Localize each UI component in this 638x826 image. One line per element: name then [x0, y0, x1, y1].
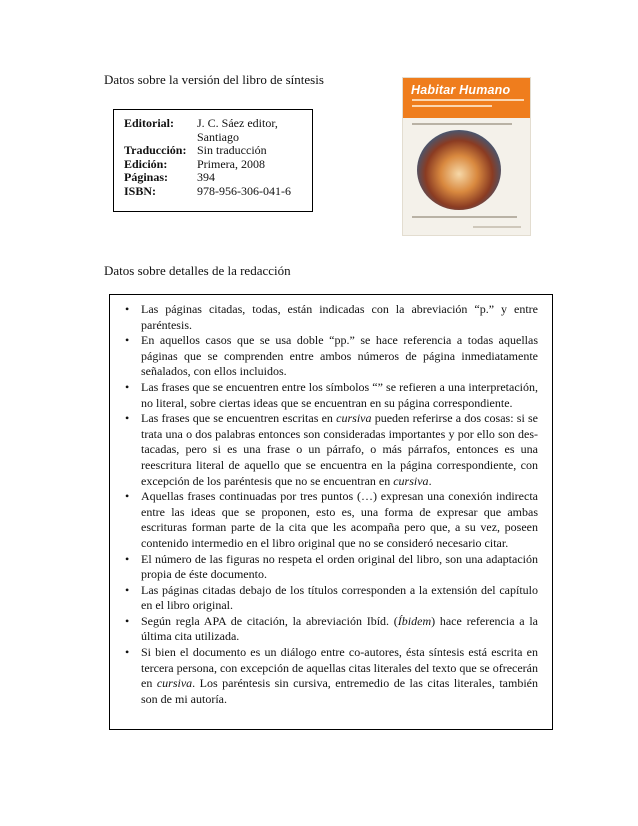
list-item — [125, 302, 538, 333]
book-info-box — [113, 109, 313, 212]
rule-text-part: Según regla APA de citación, la abreviación Ibíd. ( — [141, 613, 398, 628]
rule-text-part: . Los paréntesis sin cursiva, entremedio de las citas literales, también son de mi autoría. — [141, 676, 538, 706]
rule-text-part: Las frases que se encuentren escritas en — [141, 411, 337, 426]
cover-authors-line — [412, 123, 512, 125]
info-value: Primera, 2008 — [197, 156, 265, 171]
list-item — [125, 489, 538, 551]
info-value: J. C. Sáez editor, Santiago — [197, 116, 278, 144]
list-item — [125, 552, 538, 583]
info-row-isbn — [124, 185, 312, 199]
rules-list — [125, 302, 538, 707]
rule-text: Aquellas frases continuadas por tres puntos (…) expresan una conexión indirecta entre las ideas que se proponen, esto es, una forma de expresar que ambas escrituras forman parte de la cita que les acompaña pero que, a su vez, poseen contenido intermedio en el libro original que no se consideró necesario citar. — [141, 489, 538, 550]
italic-word: cursiva — [336, 411, 372, 426]
book-cover-image — [403, 78, 530, 235]
cover-authors-line — [412, 216, 517, 218]
cover-subtitle-line — [412, 105, 492, 107]
info-row-traduccion — [124, 144, 312, 158]
italic-word: cursiva — [156, 676, 193, 691]
bullet: • — [125, 551, 130, 566]
rule-text: El número de las figuras no respeta el orden original del libro, son una adaptación propia de éste documento. — [141, 551, 538, 582]
info-row-edicion — [124, 158, 312, 172]
rule-text — [141, 411, 538, 487]
info-label: Editorial: — [124, 116, 174, 130]
info-label: ISBN: — [124, 183, 157, 198]
rule-text — [141, 614, 538, 644]
bullet: • — [125, 333, 130, 348]
info-value: Sin traducción — [197, 143, 267, 157]
bullet: • — [125, 489, 130, 504]
info-label: Traducción: — [124, 143, 187, 157]
bullet: • — [125, 379, 130, 394]
rule-text: Las páginas citadas, todas, están indicadas con la abreviación “p.” y entre paréntesis. — [141, 302, 538, 332]
cover-publisher-line — [473, 226, 521, 228]
list-item — [125, 614, 538, 645]
bullet: • — [125, 582, 130, 597]
rule-text-part: . — [428, 473, 432, 488]
cover-artwork — [417, 130, 501, 210]
rule-text-part: pueden referirse a dos cosas: si se trata una o dos palabras entonces son consideradas importantes y por ello son des-tacadas, pero si es una frase o un párrafo, o más párrafos, entonces es una reescritura literal de aquello que se encuentra en la página correspondiente, con excepción de los paréntesis que no se encuentran en — [141, 411, 538, 488]
bullet: • — [125, 302, 130, 316]
rule-text: En aquellos casos que se usa doble “pp.” se hace referencia a todas aquellas páginas que se comprenden entre ambos números de página inmediatamente señalados, con ellos incluidos. — [141, 333, 538, 379]
list-item — [125, 380, 538, 411]
info-value: 978-956-306-041-6 — [197, 183, 291, 198]
info-label: Páginas: — [124, 170, 169, 184]
list-item — [125, 583, 538, 614]
writing-rules-box — [109, 294, 553, 730]
info-label: Edición: — [124, 156, 168, 171]
rule-text: Las páginas citadas debajo de los títulos corresponden a la extensión del capítulo en el libro original. — [141, 582, 538, 613]
rule-text-part: Si bien el documento es un diálogo entre co-autores, ésta síntesis está escrita en tercera persona, con excepción de aquellas citas literales del texto que se ofrecerán en — [141, 645, 538, 691]
list-item — [125, 645, 538, 707]
info-value: 394 — [197, 170, 215, 184]
info-row-paginas — [124, 171, 312, 185]
section-title-writing-details: Datos sobre detalles de la redacción — [104, 263, 291, 278]
italic-word: cursiva — [393, 473, 429, 488]
section-title-book-version: Datos sobre la versión del libro de síntesis — [104, 72, 324, 87]
bullet: • — [125, 645, 130, 660]
cover-subtitle-line — [412, 99, 524, 101]
rule-text: Las frases que se encuentren entre los símbolos “” se refieren a una interpretación, no literal, sobre ciertas ideas que se encuentran en su página correspondiente. — [141, 379, 538, 410]
list-item — [125, 411, 538, 489]
rule-text — [141, 645, 538, 706]
italic-word: Íbidem — [397, 613, 432, 628]
bullet: • — [125, 411, 130, 426]
rule-text-part: ) hace referencia a la última cita utilizada. — [141, 613, 538, 644]
list-item — [125, 333, 538, 380]
cover-title: Habitar Humano — [411, 83, 511, 97]
info-row-editorial — [124, 117, 312, 144]
bullet: • — [125, 613, 130, 628]
